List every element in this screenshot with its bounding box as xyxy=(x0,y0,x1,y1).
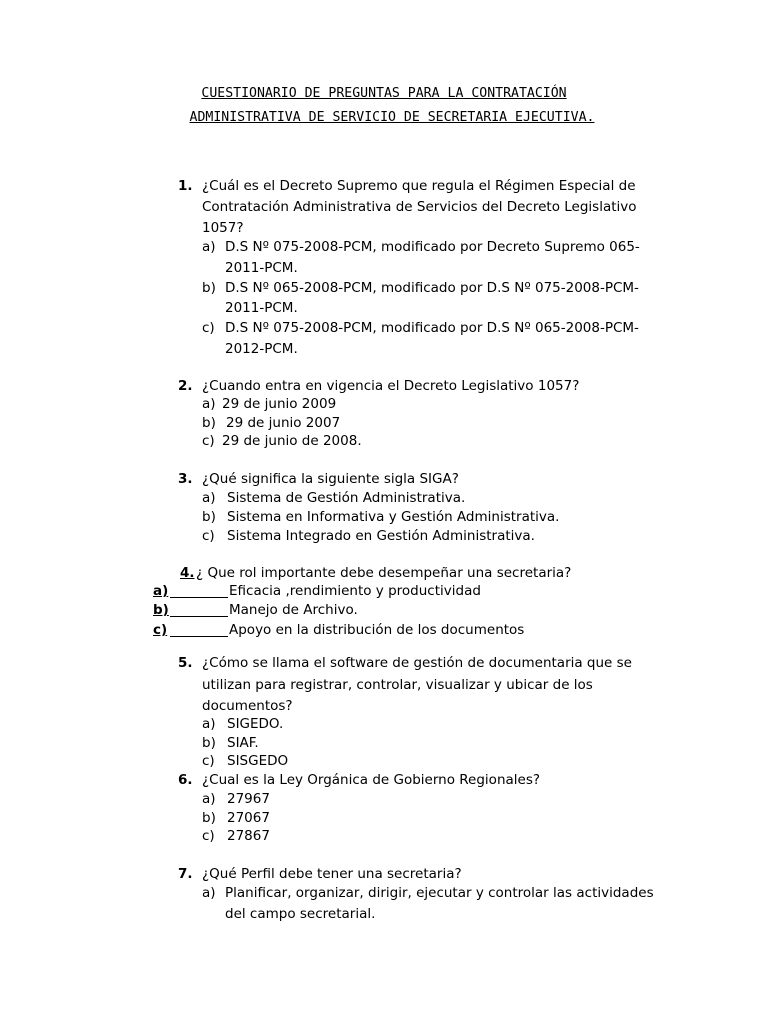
question-6-text: ¿Cual es la Ley Orgánica de Gobierno Regionales? xyxy=(202,772,541,788)
question-4-option-c-blank[interactable] xyxy=(170,636,228,637)
question-1-text-line-1: ¿Cuál es el Decreto Supremo que regula el Régimen Especial de xyxy=(202,178,636,194)
question-1-text-line-3: 1057? xyxy=(202,220,244,236)
question-2-option-b-letter: b) xyxy=(202,415,216,431)
document-title-line-2: ADMINISTRATIVA DE SERVICIO DE SECRETARIA EJECUTIVA. xyxy=(189,110,595,125)
question-4-option-b-blank[interactable] xyxy=(170,616,228,617)
question-3-number: 3. xyxy=(178,471,193,487)
question-2-text: ¿Cuando entra en vigencia el Decreto Legislativo 1057? xyxy=(202,378,580,394)
question-2-option-a-letter: a) xyxy=(202,396,216,412)
question-7-option-a-letter: a) xyxy=(202,885,216,901)
question-3-option-b-text: Sistema en Informativa y Gestión Administrativa. xyxy=(227,509,560,525)
question-6-option-c-text: 27867 xyxy=(227,828,270,844)
question-7-number: 7. xyxy=(178,866,193,882)
question-1-text-line-2: Contratación Administrativa de Servicios del Decreto Legislativo xyxy=(202,199,637,215)
question-1-option-b-letter: b) xyxy=(202,280,216,296)
question-1-number: 1. xyxy=(178,178,193,194)
question-2-option-b-text: 29 de junio 2007 xyxy=(226,415,341,431)
question-4-option-c-letter: c) xyxy=(153,622,168,638)
question-2-option-a-text: 29 de junio 2009 xyxy=(222,396,337,412)
question-6-option-a-letter: a) xyxy=(202,791,216,807)
question-2-number: 2. xyxy=(178,378,193,394)
question-6-number: 6. xyxy=(178,772,193,788)
question-5-text-line-2: utilizan para registrar, controlar, visualizar y ubicar de los xyxy=(202,677,593,693)
question-6-option-b-letter: b) xyxy=(202,810,216,826)
question-4-option-a-text: Eficacia ,rendimiento y productividad xyxy=(229,583,481,599)
question-1-option-c-letter: c) xyxy=(202,320,215,336)
question-5-number: 5. xyxy=(178,655,193,671)
question-5-text-line-1: ¿Cómo se llama el software de gestión de documentaria que se xyxy=(202,655,632,671)
question-3-option-a-text: Sistema de Gestión Administrativa. xyxy=(227,490,466,506)
question-7-option-a-line-1: Planificar, organizar, dirigir, ejecutar y controlar las actividades xyxy=(225,885,654,901)
question-5-option-c-letter: c) xyxy=(202,753,215,769)
question-7-text: ¿Qué Perfil debe tener una secretaria? xyxy=(202,866,462,882)
question-4-text: ¿ Que rol importante debe desempeñar una secretaria? xyxy=(196,565,572,581)
question-3-option-a-letter: a) xyxy=(202,490,216,506)
question-3-option-b-letter: b) xyxy=(202,509,216,525)
question-5-option-b-letter: b) xyxy=(202,735,216,751)
question-7-option-a-line-2: del campo secretarial. xyxy=(225,906,376,922)
question-5-option-c-text: SISGEDO xyxy=(227,753,289,769)
question-5-option-b-text: SIAF. xyxy=(227,735,259,751)
question-5-option-a-letter: a) xyxy=(202,716,216,732)
question-4-option-a-letter: a) xyxy=(153,583,169,599)
question-1-option-b-line-1: D.S Nº 065-2008-PCM, modificado por D.S Nº 075-2008-PCM- xyxy=(225,280,639,296)
question-6-option-c-letter: c) xyxy=(202,828,215,844)
question-4-number: 4. xyxy=(180,565,195,581)
question-4-option-b-text: Manejo de Archivo. xyxy=(229,602,358,618)
question-1-option-a-line-1: D.S Nº 075-2008-PCM, modificado por Decreto Supremo 065- xyxy=(225,239,640,255)
question-3-option-c-letter: c) xyxy=(202,528,215,544)
question-1-option-c-line-2: 2012-PCM. xyxy=(225,341,298,357)
question-2-option-c-text: 29 de junio de 2008. xyxy=(222,433,362,449)
document-title-line-1: CUESTIONARIO DE PREGUNTAS PARA LA CONTRATACIÓN xyxy=(201,86,567,101)
question-6-option-b-text: 27067 xyxy=(227,810,270,826)
question-1-option-a-line-2: 2011-PCM. xyxy=(225,260,298,276)
question-6-option-a-text: 27967 xyxy=(227,791,270,807)
question-4-option-b-letter: b) xyxy=(153,602,169,618)
question-1-option-a-letter: a) xyxy=(202,239,216,255)
question-2-option-c-letter: c) xyxy=(202,433,215,449)
question-4-option-c-text: Apoyo en la distribución de los documentos xyxy=(229,622,525,638)
question-3-option-c-text: Sistema Integrado en Gestión Administrativa. xyxy=(227,528,535,544)
question-1-option-c-line-1: D.S Nº 075-2008-PCM, modificado por D.S Nº 065-2008-PCM- xyxy=(225,320,639,336)
question-3-text: ¿Qué significa la siguiente sigla SIGA? xyxy=(202,471,459,487)
question-5-option-a-text: SIGEDO. xyxy=(227,716,284,732)
question-5-text-line-3: documentos? xyxy=(202,698,293,714)
question-1-option-b-line-2: 2011-PCM. xyxy=(225,300,298,316)
question-4-option-a-blank[interactable] xyxy=(170,597,228,598)
